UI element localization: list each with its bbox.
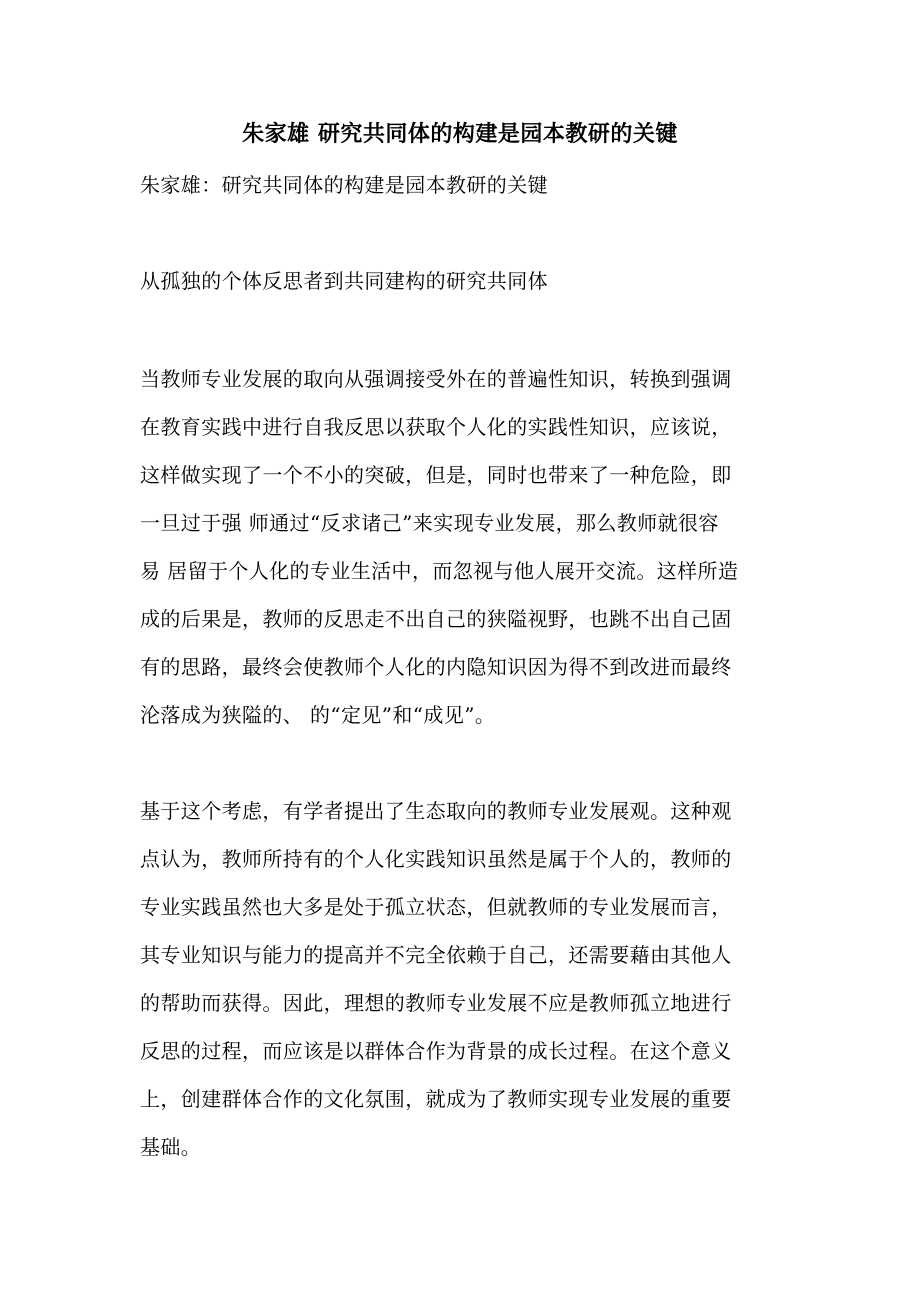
paragraph-line: 易 居留于个人化的专业生活中，而忽视与他人展开交流。这样所造: [140, 559, 739, 583]
paragraph-line: 上，创建群体合作的文化氛围，就成为了教师实现专业发展的重要: [140, 1087, 732, 1111]
paragraph-line: 的帮助而获得。因此，理想的教师专业发展不应是教师孤立地进行: [140, 991, 732, 1015]
document-title: 朱家雄 研究共同体的构建是园本教研的关键: [242, 122, 678, 147]
paragraph-line: 反思的过程，而应该是以群体合作为背景的成长过程。在这个意义: [140, 1039, 732, 1063]
paragraph-line: 在教育实践中进行自我反思以获取个人化的实践性知识，应该说，: [140, 415, 732, 439]
paragraph-line: 沦落成为狭隘的、 的“定见”和“成见”。: [140, 703, 496, 727]
document-subtitle: 朱家雄：研究共同体的构建是园本教研的关键: [140, 173, 548, 197]
paragraph-line: 当教师专业发展的取向从强调接受外在的普遍性知识，转换到强调: [140, 367, 732, 391]
paragraph-line: 基于这个考虑，有学者提出了生态取向的教师专业发展观。这种观: [140, 799, 732, 823]
section-heading: 从孤独的个体反思者到共同建构的研究共同体: [140, 269, 548, 293]
paragraph-line: 这样做实现了一个不小的突破，但是，同时也带来了一种危险，即: [140, 463, 732, 487]
paragraph-line: 专业实践虽然也大多是处于孤立状态，但就教师的专业发展而言，: [140, 895, 732, 919]
paragraph-line: 点认为，教师所持有的个人化实践知识虽然是属于个人的，教师的: [140, 847, 732, 871]
paragraph-line: 基础。: [140, 1135, 202, 1159]
paragraph-line: 一旦过于强 师通过“反求诸己”来实现专业发展，那么教师就很容: [140, 511, 719, 535]
paragraph-line: 有的思路，最终会使教师个人化的内隐知识因为得不到改进而最终: [140, 655, 732, 679]
paragraph-line: 其专业知识与能力的提高并不完全依赖于自己，还需要藉由其他人: [140, 943, 732, 967]
paragraph-line: 成的后果是，教师的反思走不出自己的狭隘视野，也跳不出自己固: [140, 607, 732, 631]
